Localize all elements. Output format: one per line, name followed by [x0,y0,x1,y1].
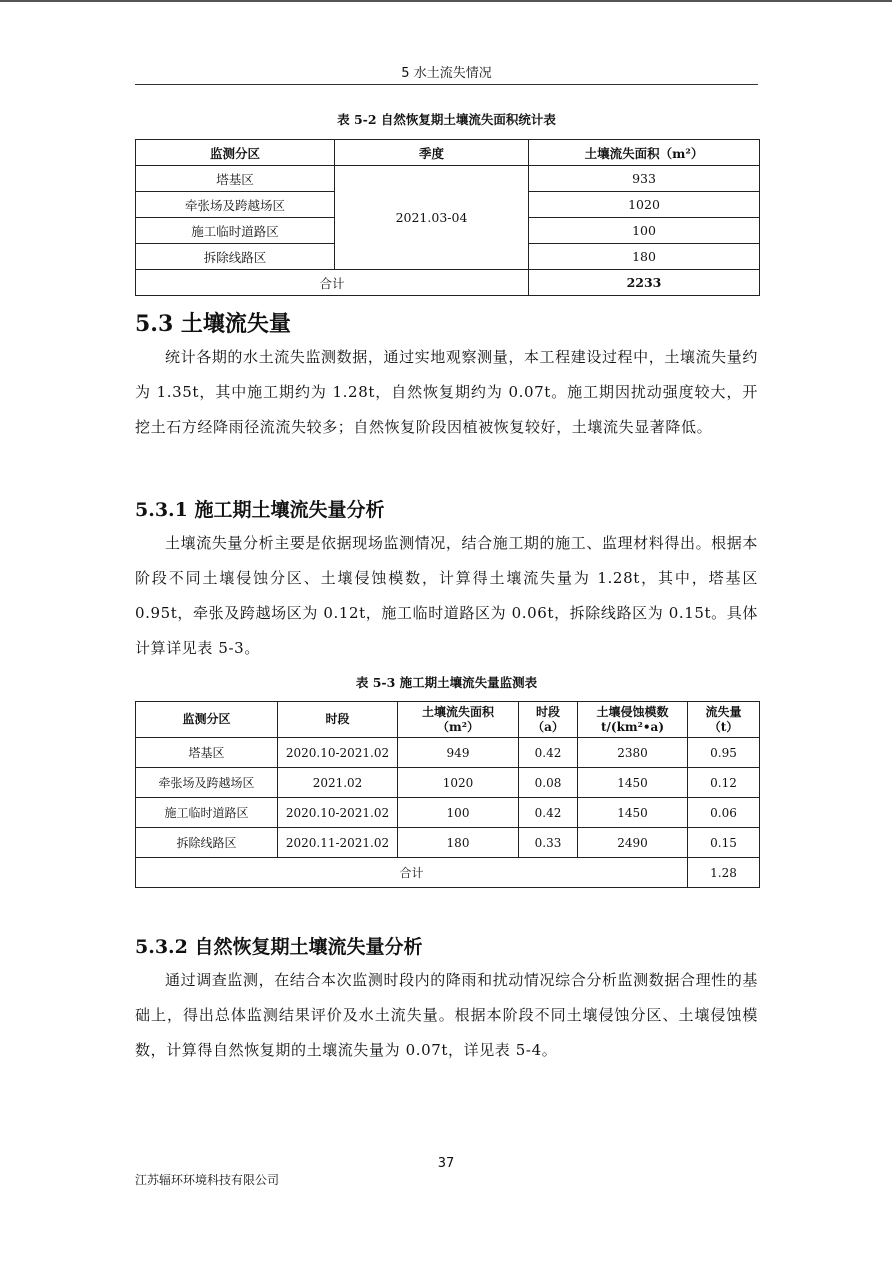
section-5-3-1-heading: 5.3.1 施工期土壤流失量分析 [135,499,385,521]
total-row [136,270,760,296]
table-cell: 0.06 [688,798,760,828]
table-row [136,738,760,768]
top-border [0,0,892,2]
zone-cell: 塔基区 [136,166,335,192]
section-5-3-2-heading: 5.3.2 自然恢复期土壤流失量分析 [135,936,423,958]
header-cell: 监测分区 [136,702,278,738]
header-cell: 土壤流失面积（m²） [529,140,760,166]
zone-cell: 牵张场及跨越场区 [136,192,335,218]
table-cell: 0.95 [688,738,760,768]
table-cell: 1450 [578,798,688,828]
section-5-3-heading: 5.3 土壤流失量 [135,311,291,337]
header-cell: 季度 [335,140,529,166]
table-cell: 100 [398,798,519,828]
header-cell: 时段 （a） [519,702,578,738]
table-cell: 0.08 [519,768,578,798]
table-row [136,166,760,192]
table-cell: 1450 [578,768,688,798]
table-5-2 [135,139,760,296]
table-cell: 拆除线路区 [136,828,278,858]
table-cell: 1020 [398,768,519,798]
table-cell: 牵张场及跨越场区 [136,768,278,798]
header-cell: 流失量 （t） [688,702,760,738]
table-cell: 2021.02 [278,768,398,798]
total-row [136,858,760,888]
table-cell: 塔基区 [136,738,278,768]
table-cell: 2020.10-2021.02 [278,738,398,768]
area-cell: 100 [529,218,760,244]
table-5-3 [135,701,760,888]
table-row [136,828,760,858]
header-cell: 土壤流失面积 （m²） [398,702,519,738]
table-cell: 0.15 [688,828,760,858]
table-row [136,768,760,798]
table-header-row [136,140,760,166]
table-cell: 0.33 [519,828,578,858]
table-cell: 2380 [578,738,688,768]
total-label: 合计 [136,270,529,296]
table-cell: 2020.11-2021.02 [278,828,398,858]
total-value: 1.28 [688,858,760,888]
area-cell: 180 [529,244,760,270]
page-number: 37 [437,1156,455,1171]
area-cell: 1020 [529,192,760,218]
section-5-3-paragraph: 统计各期的水土流失监测数据，通过实地观察测量，本工程建设过程中，土壤流失量约为 1.35t，其中施工期约为 1.28t，自然恢复期约为 0.07t。施工期因扰动强度较大，开挖土石方经降雨径流流失较多；自然恢复阶段因植被恢复较好，土壤流失显著降低。 [135,348,758,436]
total-label: 合计 [136,858,688,888]
table-cell: 2020.10-2021.02 [278,798,398,828]
period-cell: 2021.03-04 [335,166,529,270]
header-cell: 时段 [278,702,398,738]
section-5-3-1-paragraph: 土壤流失量分析主要是依据现场监测情况，结合施工期的施工、监理材料得出。根据本阶段不同土壤侵蚀分区、土壤侵蚀模数，计算得土壤流失量为 1.28t，其中，塔基区 0.95t，牵张及跨越场区为 0.12t，施工临时道路区为 0.06t，拆除线路区为 0.15t。具体计算详见表 5-3。 [135,534,758,657]
area-cell: 933 [529,166,760,192]
table-cell: 949 [398,738,519,768]
total-value: 2233 [529,270,760,296]
table-cell: 180 [398,828,519,858]
header-cell: 监测分区 [136,140,335,166]
table-cell: 施工临时道路区 [136,798,278,828]
zone-cell: 拆除线路区 [136,244,335,270]
table-cell: 0.42 [519,738,578,768]
footer-company: 江苏辐环环境科技有限公司 [135,1173,280,1187]
table-cell: 0.42 [519,798,578,828]
zone-cell: 施工临时道路区 [136,218,335,244]
table-5-2-caption: 表 5-2 自然恢复期土壤流失面积统计表 [337,112,556,127]
header-cell: 土壤侵蚀模数 t/(km²•a) [578,702,688,738]
header-rule [135,84,758,85]
table-cell: 0.12 [688,768,760,798]
table-5-3-caption: 表 5-3 施工期土壤流失量监测表 [355,675,538,690]
running-header: 5 水土流失情况 [401,66,492,81]
table-header-row [136,702,760,738]
table-cell: 2490 [578,828,688,858]
table-row [136,798,760,828]
section-5-3-2-paragraph: 通过调查监测，在结合本次监测时段内的降雨和扰动情况综合分析监测数据合理性的基础上，得出总体监测结果评价及水土流失量。根据本阶段不同土壤侵蚀分区、土壤侵蚀模数，计算得自然恢复期的土壤流失量为 0.07t，详见表 5-4。 [135,971,758,1059]
